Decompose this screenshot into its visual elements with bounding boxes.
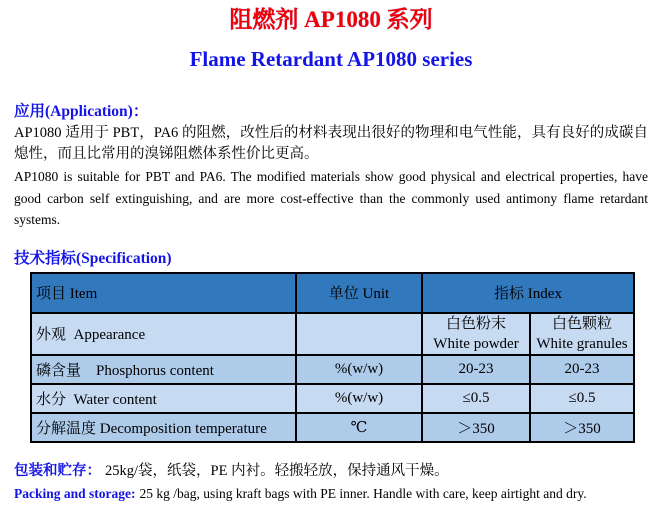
application-heading: 应用(Application)：: [14, 103, 149, 120]
cell-decomposition-index2: ＞350: [530, 413, 634, 442]
cell-phosphorus-unit: %(w/w): [296, 355, 422, 384]
packing-section: [14, 460, 648, 504]
cell-decomposition-unit: ℃: [296, 413, 422, 442]
table-row-appearance: [31, 313, 634, 355]
cell-appearance-unit: [296, 313, 422, 355]
col-header-item: 项目 Item: [31, 273, 296, 313]
cell-appearance-index-powder: [422, 313, 530, 355]
specification-table: [30, 272, 635, 443]
packing-text-zh: 25kg/袋，纸袋，PE 内衬。轻搬轻放，保持通风干燥。: [105, 462, 449, 479]
appearance-granules-en: White granules: [536, 335, 628, 352]
cell-appearance-index-granules: [530, 313, 634, 355]
cell-appearance-item: 外观 Appearance: [31, 313, 296, 355]
appearance-powder-zh: 白色粉末: [445, 315, 506, 332]
cell-phosphorus-item: 磷含量 Phosphorus content: [31, 355, 296, 384]
table-row-phosphorus: [31, 355, 634, 384]
page-title-en: Flame Retardant AP1080 series: [189, 47, 473, 71]
packing-heading-zh: 包装和贮存：: [14, 462, 101, 479]
application-text-en: AP1080 is suitable for PBT and PA6. The modified materials show good physical and electrical properties, have good carbon self extinguishing, and are more cost-effective than the commonly used antimony flame retardant systems.: [14, 169, 648, 227]
appearance-powder-en: White powder: [433, 335, 519, 352]
cell-phosphorus-index1: 20-23: [422, 355, 530, 384]
packing-line-en: [14, 483, 648, 504]
cell-water-item: 水分 Water content: [31, 384, 296, 413]
packing-line-zh: [14, 460, 648, 482]
table-row-decomposition: [31, 413, 634, 442]
cell-water-unit: %(w/w): [296, 384, 422, 413]
cell-water-index1: ≤0.5: [422, 384, 530, 413]
cell-decomposition-index1: ＞350: [422, 413, 530, 442]
page-title-zh: 阻燃剂 AP1080 系列: [229, 7, 433, 32]
cell-decomposition-item: 分解温度 Decomposition temperature: [31, 413, 296, 442]
cell-water-index2: ≤0.5: [530, 384, 634, 413]
page-content: [0, 102, 662, 504]
packing-heading-en: Packing and storage:: [14, 485, 136, 501]
table-header-row: [31, 273, 634, 313]
col-header-unit: 单位 Unit: [296, 273, 422, 313]
specification-heading: 技术指标(Specification): [14, 249, 172, 267]
application-text-zh: AP1080 适用于 PBT，PA6 的阻燃，改性后的材料表现出很好的物理和电气性能，具有良好的成碳自熄性，而且比常用的溴锑阻燃体系性价比更高。: [14, 125, 648, 162]
table-row-water: [31, 384, 634, 413]
cell-phosphorus-index2: 20-23: [530, 355, 634, 384]
col-header-index: 指标 Index: [422, 273, 634, 313]
appearance-granules-zh: 白色颗粒: [551, 315, 612, 332]
packing-text-en: 25 kg /bag, using kraft bags with PE inner. Handle with care, keep airtight and dry.: [139, 485, 587, 501]
